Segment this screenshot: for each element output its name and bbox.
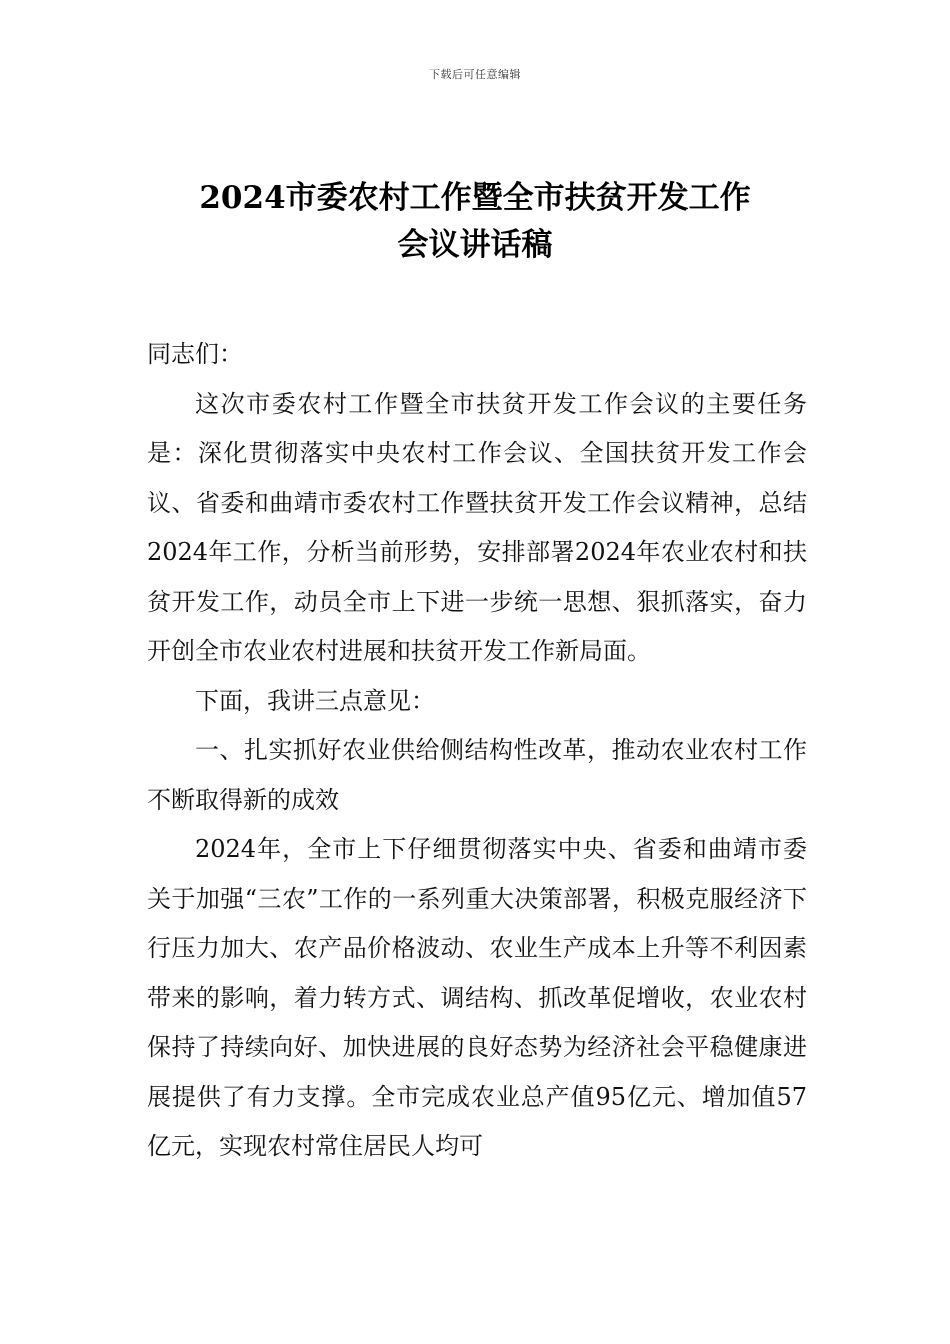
paragraph-transition: 下面，我讲三点意见： [195, 686, 435, 715]
title-line-1: 2024市委农村工作暨全市扶贫开发工作 [199, 180, 751, 216]
paragraph-intro: 这次市委农村工作暨全市扶贫开发工作会议的主要任务是：深化贯彻落实中央农村工作会议、全国扶贫开发工作会议、省委和曲靖市委农村工作暨扶贫开发工作会议精神，总结2024年工作，分析当前形势，安排部署2024年农业农村和扶贫开发工作，动员全市上下进一步统一思想、狠抓落实，奋力开创全市农业农村进展和扶贫开发工作新局面。 [147, 389, 807, 665]
title-line-2: 会议讲话稿 [397, 227, 553, 263]
header-note: 下载后可任意编辑 [429, 68, 521, 81]
section-heading-1: 一、扎实抓好农业供给侧结构性改革，推动农业农村工作不断取得新的成效 [147, 736, 807, 814]
document-title [120, 175, 830, 269]
paragraph-review: 2024年，全市上下仔细贯彻落实中央、省委和曲靖市委关于加强“三农”工作的一系列重大决策部署，积极克服经济下行压力加大、农产品价格波动、农业生产成本上升等不利因素带来的影响，着力转方式、调结构、抓改革促增收，农业农村保持了持续向好、加快进展的良好态势为经济社会平稳健康进展提供了有力支撑。全市完成农业总产值95亿元、增加值57亿元，实现农村常住居民人均可 [147, 835, 807, 1160]
document-body [147, 330, 807, 1172]
salutation: 同志们： [147, 340, 243, 368]
